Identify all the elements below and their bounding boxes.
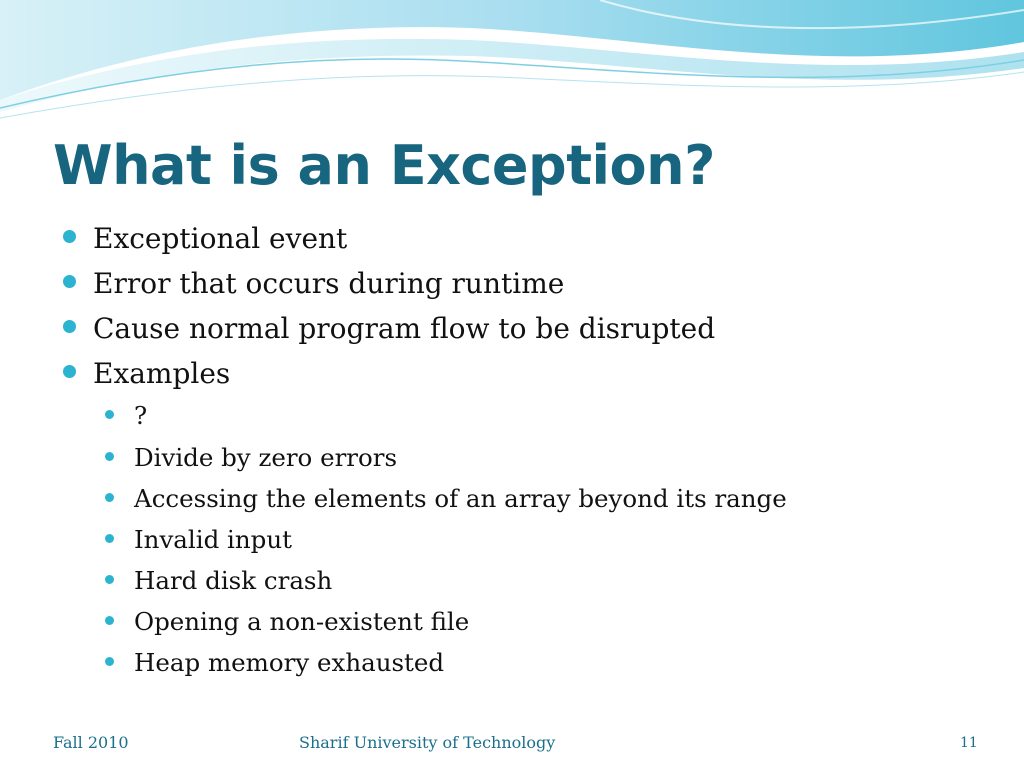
bullet-dot-icon — [105, 493, 114, 502]
sub-list-item — [105, 522, 292, 558]
list-item — [63, 264, 564, 304]
bullet-dot-icon — [105, 657, 114, 666]
bullet-dot-icon — [105, 575, 114, 584]
sub-bullet-text: Accessing the elements of an array beyond its range — [134, 484, 787, 513]
bullet-dot-icon — [105, 452, 114, 461]
sub-bullet-text: Divide by zero errors — [134, 443, 398, 472]
sub-list-item — [105, 481, 787, 517]
bullet-dot-icon — [105, 534, 114, 543]
footer-page-number: 11 — [960, 735, 978, 751]
bullet-text: Cause normal program flow to be disrupted — [93, 312, 716, 345]
sub-bullet-text: Hard disk crash — [134, 566, 333, 595]
bullet-dot-icon — [63, 275, 76, 288]
sub-list-item — [105, 645, 444, 681]
slide-title: What is an Exception? — [53, 134, 715, 197]
bullet-text: Exceptional event — [93, 222, 348, 255]
bullet-text: Error that occurs during runtime — [93, 267, 565, 300]
footer-date: Fall 2010 — [53, 733, 129, 752]
bullet-dot-icon — [105, 616, 114, 625]
list-item — [63, 219, 347, 259]
bullet-dot-icon — [63, 365, 76, 378]
header-wave-decoration — [0, 0, 1024, 130]
sub-list-item — [105, 604, 469, 640]
bullet-dot-icon — [63, 230, 76, 243]
sub-list-item — [105, 563, 332, 599]
list-item — [63, 354, 230, 394]
sub-list-item — [105, 440, 397, 476]
sub-bullet-text: Invalid input — [134, 525, 292, 554]
footer-organization: Sharif University of Technology — [299, 733, 556, 752]
sub-bullet-text: Heap memory exhausted — [134, 648, 445, 677]
list-item — [63, 309, 715, 349]
sub-bullet-text: ? — [134, 401, 148, 430]
sub-list-item — [105, 398, 147, 434]
bullet-text: Examples — [93, 357, 231, 390]
bullet-dot-icon — [63, 320, 76, 333]
sub-bullet-text: Opening a non-existent file — [134, 607, 470, 636]
bullet-dot-icon — [105, 410, 114, 419]
